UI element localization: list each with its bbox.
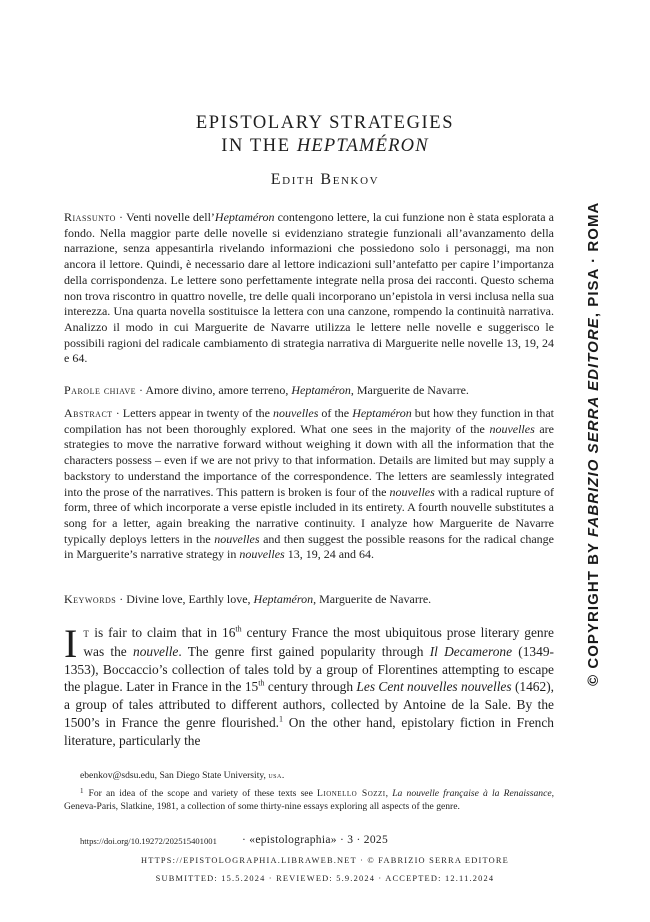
italic-text: nouvelles — [389, 484, 435, 499]
text: are strategies to move the narrative forward without weighing it down with all the information that the characters possess – even if we are not privy to that information. Details are limited but may supply a backstory to understand the importance of the correspondence. The letters are seamlessly integrated into the prose of the narratives. This pattern is broken is four of the — [64, 421, 554, 499]
parole-chiave-paragraph — [64, 383, 554, 399]
superscript: th — [258, 678, 265, 688]
article-title-line-2 — [0, 135, 650, 157]
text: but how they function in that compilation has not been thoroughly explored. What one sees in the majority of the — [64, 406, 555, 436]
keywords-label: Keywords — [64, 592, 117, 606]
smallcaps-text: Lionello Sozzi — [317, 788, 386, 799]
keywords-paragraph — [64, 592, 554, 608]
italic-text: nouvelles — [214, 531, 260, 546]
italic-text: nouvelles — [239, 547, 285, 562]
text: and then suggest the possible reasons for the radical change in Marguerite’s narrative strategy in — [64, 531, 554, 562]
italic-text: Heptaméron — [214, 210, 275, 224]
title-italic: HEPTAMÉRON — [296, 136, 429, 156]
italic-text: Les Cent nouvelles nouvelles — [356, 679, 512, 695]
text: (1349-1353), Boccaccio’s collection of tales told by a group of Florentines attempting to escape the plague. Later in France in the 15 — [64, 643, 554, 695]
text: 13, 19, 24 and 64. — [284, 547, 375, 562]
riassunto-label: Riassunto — [64, 210, 116, 224]
text: Letters appear in twenty of the — [122, 406, 274, 420]
separator: · — [116, 592, 127, 606]
abstract-paragraph — [64, 406, 554, 563]
text: ebenkov@sdsu.edu, San Diego State University, — [80, 770, 269, 781]
text: Amore divino, amore terreno, — [145, 383, 292, 397]
superscript: th — [235, 624, 242, 634]
footnote-number: 1 — [80, 787, 84, 795]
journal-info: · «epistolographia» · 3 · 2025 — [242, 834, 389, 846]
riassunto-paragraph — [64, 210, 554, 367]
text: . — [281, 770, 285, 781]
italic-text: Heptaméron — [352, 406, 412, 420]
text: (1462), a group of tales attributed to different authors, collected by Antoine de la Sale. By the 1500’s in France the genre flourished. — [64, 679, 554, 730]
parole-chiave-label: Parole chiave — [64, 383, 137, 397]
italic-text: nouvelles — [273, 406, 319, 420]
copyright-text — [584, 201, 604, 686]
footnote-ref[interactable]: 1 — [279, 714, 284, 724]
article-title-line-1: EPISTOLARY STRATEGIES — [195, 113, 455, 133]
text: century France the most ubiquitous prose literary genre was the — [83, 625, 554, 659]
text: , PISA · ROMA — [585, 201, 602, 318]
abstract-label: Abstract — [64, 406, 113, 420]
text: , Marguerite de Navarre. — [313, 592, 432, 606]
text: Divine love, Earthly love, — [126, 592, 254, 606]
text: , Geneva-Paris, Slatkine, 1981, a collection of some thirty-nine essays exploring all aspects of the genre. — [64, 788, 555, 812]
italic-text: nouvelles — [489, 421, 535, 436]
separator: · — [115, 210, 126, 224]
submission-dates: SUBMITTED: 15.5.2024 · REVIEWED: 5.9.2024 · ACCEPTED: 12.11.2024 — [155, 874, 495, 883]
text: © COPYRIGHT BY — [585, 536, 602, 686]
smallcaps-text: t — [83, 626, 90, 640]
body-text — [64, 621, 554, 750]
italic-text: nouvelle — [133, 643, 179, 659]
text: , Marguerite de Navarre. — [350, 383, 469, 397]
text: Venti novelle dell’ — [125, 210, 215, 224]
footnote-1 — [64, 785, 554, 813]
drop-cap: I — [64, 621, 78, 666]
text: On the other hand, epistolary fiction in French literature, particularly the — [64, 714, 554, 748]
italic-text: Heptaméron — [253, 592, 314, 606]
text: For an idea of the scope and variety of these texts see — [88, 788, 317, 799]
title-prefix: IN THE — [221, 136, 297, 156]
copyright-sidebar — [584, 201, 604, 686]
separator: · — [136, 383, 146, 397]
italic-text: Heptaméron — [291, 383, 351, 397]
italic-text: FABRIZIO SERRA EDITORE — [585, 317, 602, 537]
text: contengono lettere, la cui funzione non è stata esplorata a fondo. Nella maggior parte delle novelle si evidenziano strategie funzionali all’avanzamento della narrazione, senza appesantirla rivelando informazioni che possiedono solo i personaggi, ma non ancora il lettore. Quindi, è necessario dare al lettore indicazioni sull’antefatto per capire l’importanza della corrispondenza. Le lettere sono perfettamente integrate nella prosa dei racconti. Questo schema non trova riscontro in quattro novelle, tre delle quali incorporano un’epistola in versi inclusa nella sua interezza. Una quarta novella sostituisce la lettera con una canzone, rompendo la continuità narrativa. Analizzo il modo in cui Marguerite de Navarre utilizza le lettere nelle novelle e suggerisco le possibili ragioni del radicale cambiamento di strategia narrativa di Marguerite nelle novelle 13, 19, 24 e 64. — [64, 210, 555, 366]
author-name: Edith Benkov — [270, 171, 380, 188]
text: with a radical rupture of form, three of which incorporate a verse epistle included in its entirety. A fourth nouvelle substitutes a song for a letter, again breaking the narrative continuity. I analyze how Marguerite de Navarre typically deploys letters in the — [64, 484, 554, 546]
text: is fair to claim that in 16 — [89, 625, 236, 640]
doi-link[interactable]: https://doi.org/10.19272/202515401001 — [80, 836, 217, 846]
text: century through — [264, 679, 357, 695]
text: of the — [318, 406, 353, 420]
author-affiliation-note — [80, 769, 554, 782]
text: , — [385, 788, 393, 799]
italic-text: La nouvelle française à la Renaissance — [392, 788, 552, 799]
separator: · — [112, 406, 123, 420]
text: . The genre first gained popularity through — [178, 643, 430, 659]
italic-text: Il Decamerone — [429, 643, 513, 659]
publisher-line: HTTPS://EPISTOLOGRAPHIA.LIBRAWEB.NET · © FABRIZIO SERRA EDITORE — [141, 856, 509, 865]
smallcaps-text: usa — [268, 770, 282, 780]
